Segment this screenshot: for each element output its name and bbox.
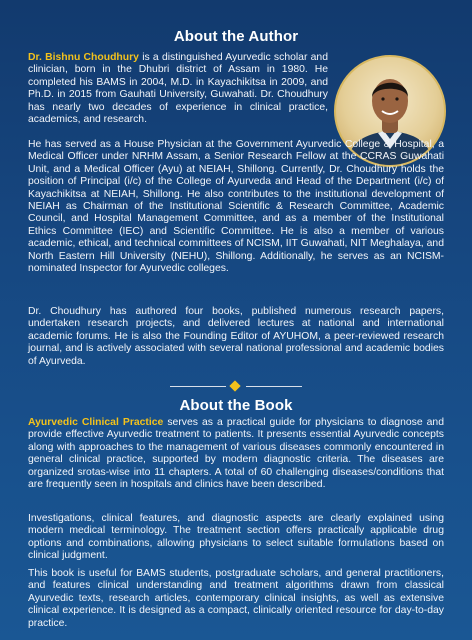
author-career-paragraph: He has served as a House Physician at the Government Ayurvedic College & Hospital, a Medical Officer under NRHM Assam, a Senior Research Fellow at the CCRAS Guwahati Unit, and a Medical Officer (Ayu) at NEIAH, Shillong. Currently, Dr. Choudhury holds the position of Principal (i/c) of the College of Ayurveda and Head of the Department (i/c) of Kayachikitsa at NEIAH, Shillong. He also contributes to the institutional development of NEIAH as Chairman of the Institutional Scientific & Research Committee, Academic Council, and Hospital Management Committee, and as a member of the Institutional Ethics Committee (IEC) and Scientific Committee. He is also a member of various academic, ethical, and technical committees of NCISM, IIT Guwahati, NIT Meghalaya, and North Eastern Hill University (NEHU), Shillong. Additionally, he serves as an NCISM-nominated Inspector for Ayurvedic colleges. [28,139,444,275]
book-section-title: About the Book [179,397,293,414]
author-publications-paragraph: Dr. Choudhury has authored four books, published numerous research papers, undertaken research projects, and delivered lectures at national and international academic forums. He is also the Founding Editor of AYUHOM, a peer-reviewed research journal, and is actively associated with several national professional and academic bodies of Ayurveda. [28,306,444,367]
book-investigations-paragraph: Investigations, clinical features, and diagnostic aspects are clearly explained using modern medical terminology. The treatment section offers practically applicable drug options and combinations, allowing physicians to select suitable formulations based on clinical judgment. [28,513,444,562]
author-intro-paragraph [28,52,328,126]
author-intro-text: is a distinguished Ayurvedic scholar and clinician, born in the Dhubri district of Assam in 1980. He completed his BAMS in 2004, M.D. in Kayachikitsa in 2009, and Ph.D. in 2015 from Gauhati University, Guwahati. Dr. Choudhury has nearly two decades of experience in clinical practice, academics, and research. [28,52,328,126]
book-intro-paragraph [28,417,444,491]
book-audience-paragraph: This book is useful for BAMS students, postgraduate scholars, and general practitioners, and features clinical understanding and treatment algorithms drawn from classical Ayurvedic texts, research articles, contemporary clinical insights, as well as extensive clinical experience. It is designed as a compact, clinically oriented resource for day-to-day practice. [28,568,444,629]
diamond-icon [229,380,240,391]
book-name: Ayurvedic Clinical Practice [28,417,164,428]
divider-line-left [170,386,226,387]
book-intro-text: serves as a practical guide for physicians to diagnose and provide effective Ayurvedic treatment to patients. It presents essential Ayurvedic concepts along with approaches to the management of various diseases commonly encountered in general clinical practice, supported by modern diagnostic criteria. The diseases are organized srotas-wise into 11 chapters. A total of 60 challenging diseases/conditions that are frequently seen in hospitals and clinics have been described. [28,417,444,491]
author-name: Dr. Bishnu Choudhury [28,52,139,63]
section-divider [0,381,472,393]
divider-line-right [246,386,302,387]
author-section-title: About the Author [173,28,299,45]
